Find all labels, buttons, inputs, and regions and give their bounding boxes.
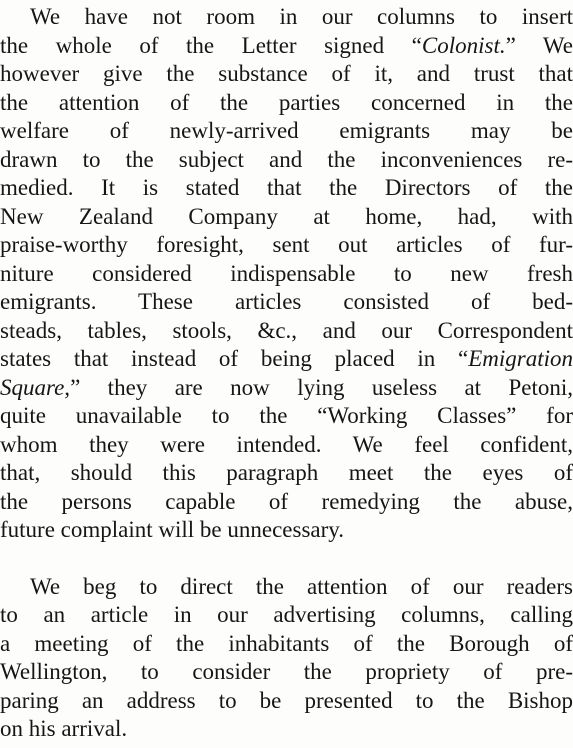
paragraph-1-line-19: future complaint will be unnecessary. (0, 517, 345, 542)
paragraph-2-line-5: paring an address to be presented to the Bishop (0, 688, 573, 713)
paragraph-1-line-1: We have not room in our columns to insert (30, 4, 573, 29)
paragraph-1-line-12: steads, tables, stools, &c., and our Correspondent (0, 318, 573, 343)
paragraph-1-line-2: the whole of the Letter signed “Colonist.” We (0, 33, 573, 58)
paragraph-1-line-8: New Zealand Company at home, had, with (0, 204, 573, 229)
paragraph-1-line-16: whom they were intended. We feel confident, (0, 432, 573, 457)
paragraph-2-line-1: We beg to direct the attention of our readers (30, 574, 573, 599)
paragraph-2-line-6: on his arrival. (0, 716, 128, 741)
paragraph-1-line-14: Square,” they are now lying useless at Petoni, (0, 375, 573, 400)
paragraph-2-line-4: Wellington, to consider the propriety of pre- (0, 659, 573, 684)
paragraph-1-line-6: drawn to the subject and the inconveniences re- (0, 147, 573, 172)
paragraph-1-line-13: states that instead of being placed in “Emigration (0, 346, 573, 371)
paragraph-1-line-4: the attention of the parties concerned in the (0, 90, 573, 115)
paragraph-1-line-15: quite unavailable to the “Working Classes” for (0, 403, 573, 428)
paragraph-1-line-3: however give the substance of it, and trust that (0, 61, 573, 86)
paragraph-1-line-9: praise-worthy foresight, sent out articles of fur- (0, 232, 573, 257)
paragraph-1-line-11: emigrants. These articles consisted of bed- (0, 289, 573, 314)
paragraph-2-line-3: a meeting of the inhabitants of the Borough of (0, 631, 573, 656)
paragraph-2-line-2: to an article in our advertising columns, calling (0, 602, 573, 627)
paragraph-1-line-17: that, should this paragraph meet the eyes of (0, 460, 573, 485)
paragraph-1-line-7: medied. It is stated that the Directors of the (0, 175, 573, 200)
paragraph-1-line-10: niture considered indispensable to new fresh (0, 261, 573, 286)
paragraph-1-line-5: welfare of newly-arrived emigrants may be (0, 118, 573, 143)
paragraph-1-line-18: the persons capable of remedying the abuse, (0, 489, 573, 514)
